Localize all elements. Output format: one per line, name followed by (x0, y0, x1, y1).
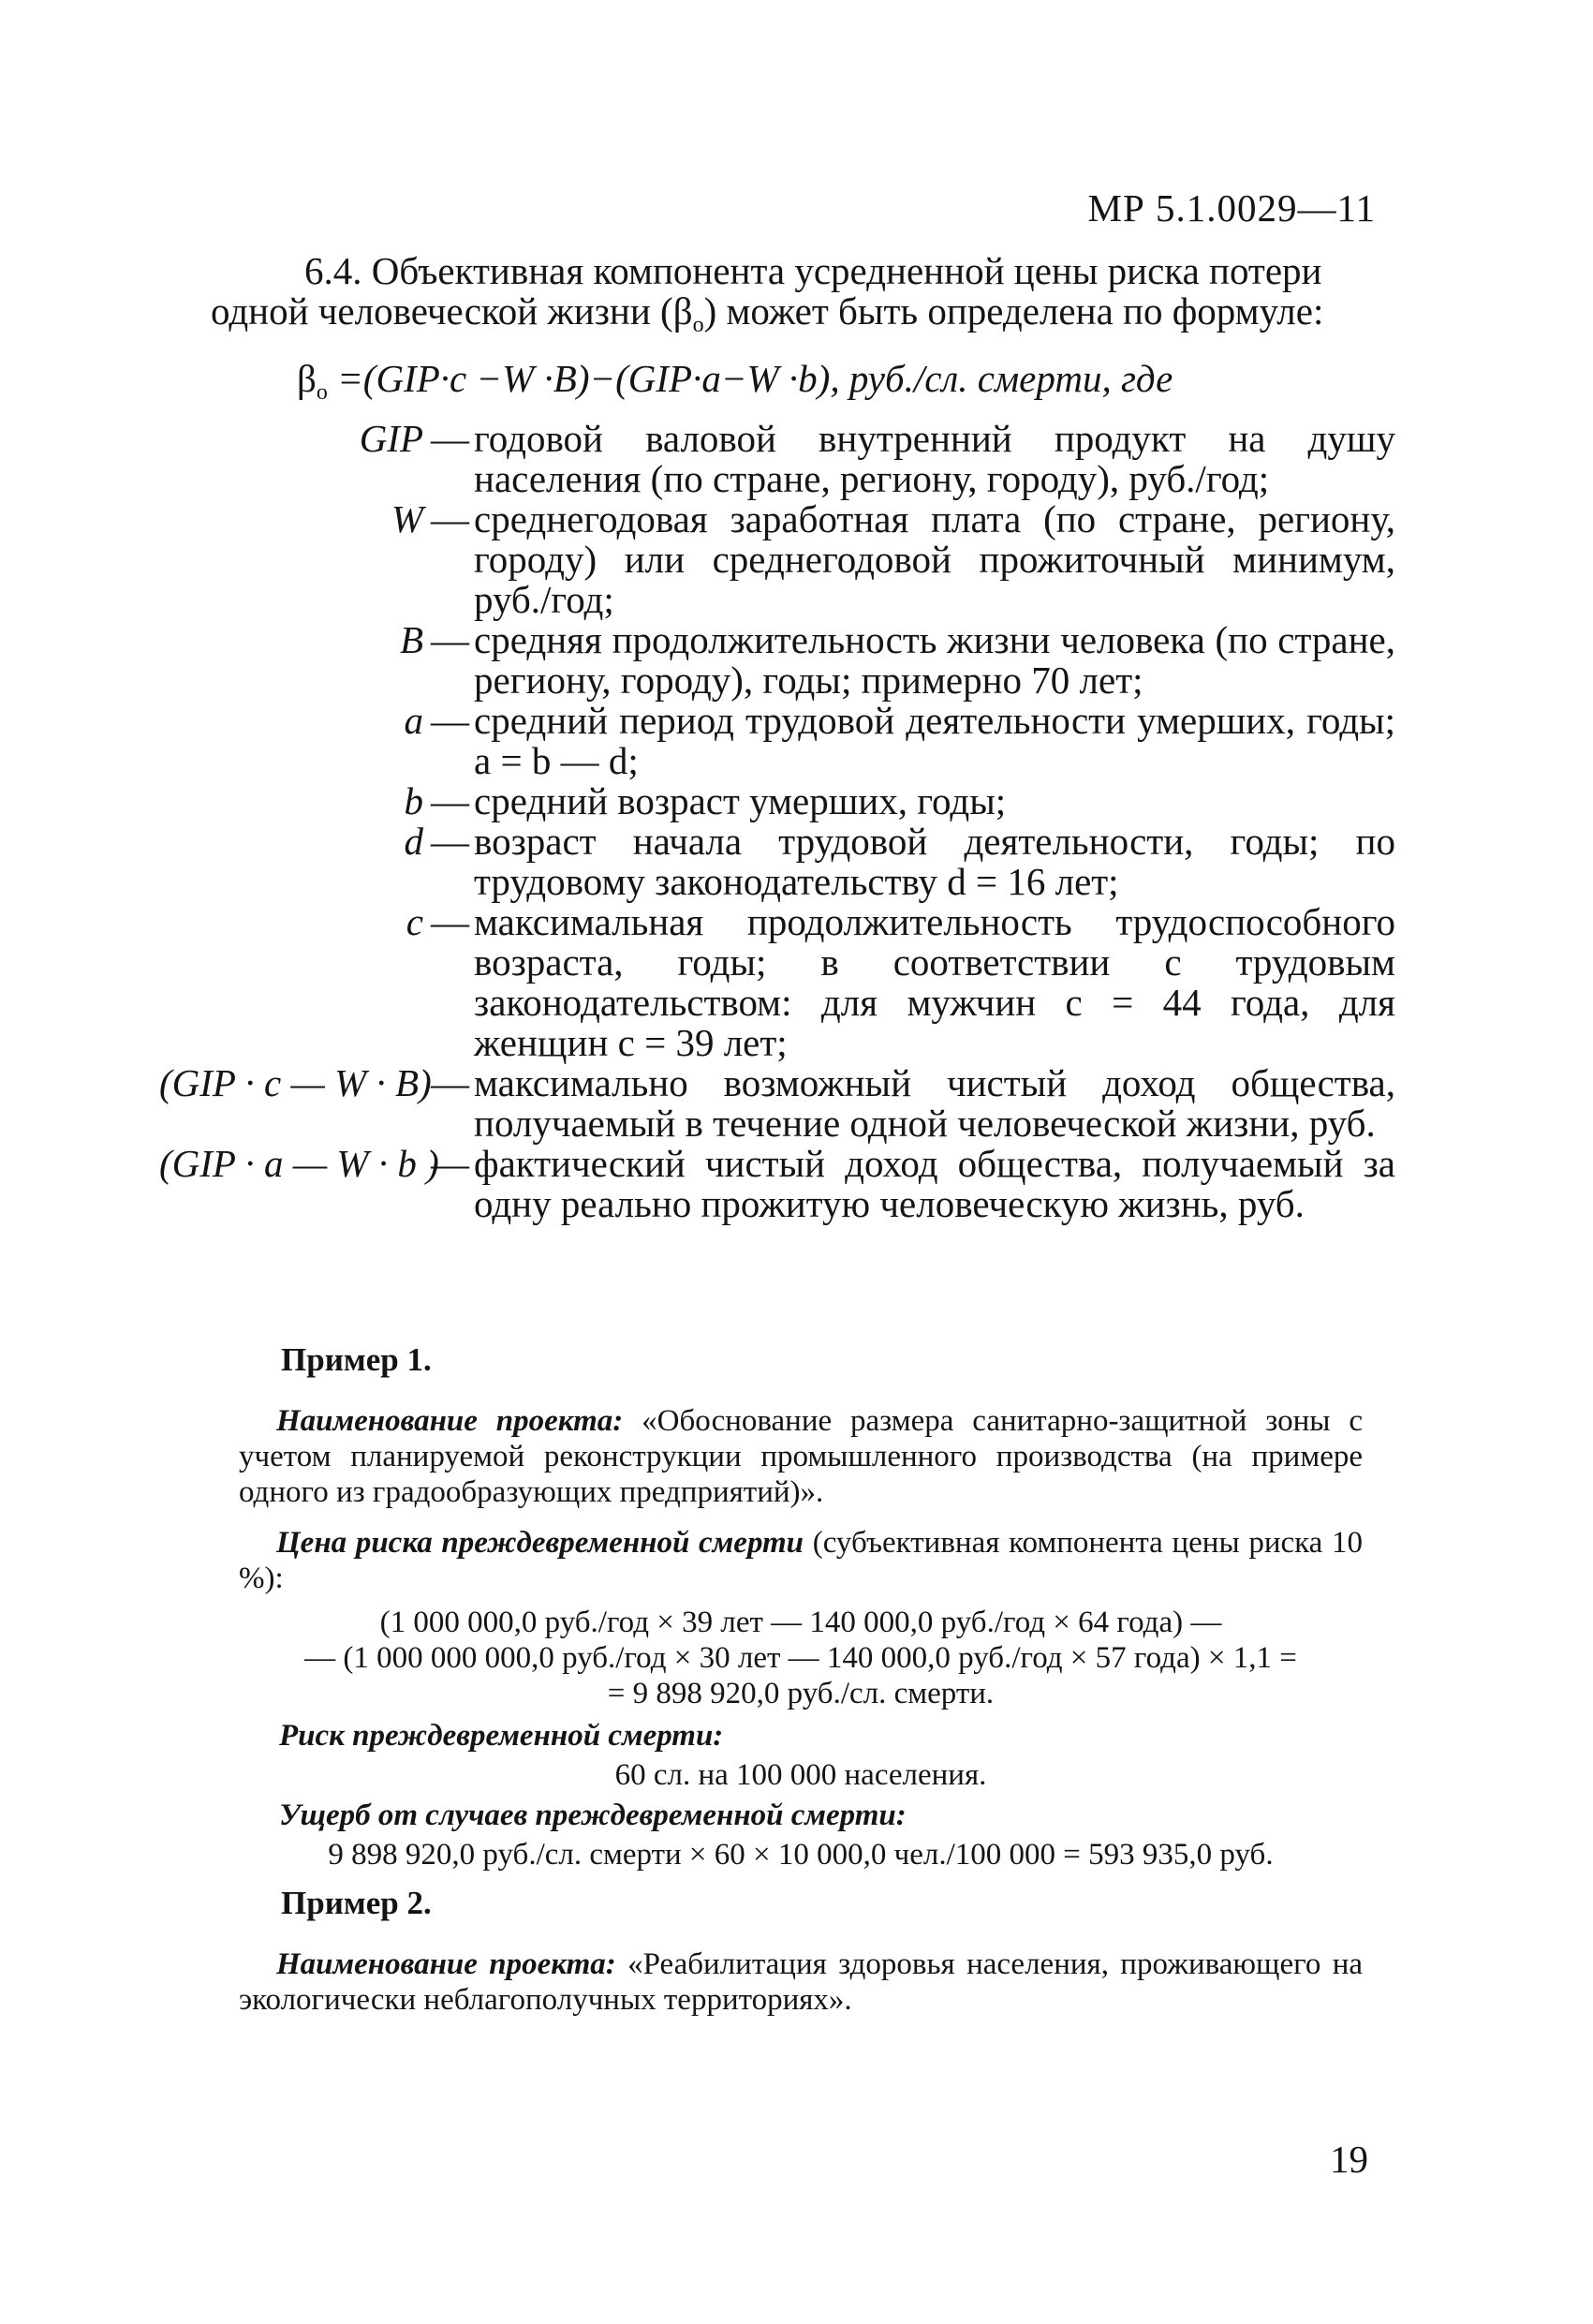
definitions-list (159, 417, 1395, 1225)
definition-row (159, 1142, 1395, 1225)
definition-term: B (399, 618, 423, 661)
example-2-project-text: «Реабилитация здоровья населения, проживающего на экологически неблагополучных территориях». (239, 1947, 1363, 2017)
example-1-price-text: (субъективная компонента цены риска 10 %): (239, 1526, 1363, 1595)
definition-dash: — (431, 779, 469, 822)
example-2-heading: Пример 2. (281, 1885, 432, 1921)
formula-lhs-subscript: o (316, 380, 328, 405)
definition-dash: — (431, 1142, 469, 1185)
definition-term: b (404, 779, 423, 822)
definition-text: возраст начала трудовой деятельности, годы; по трудовому законодательству d = 16 лет; (474, 820, 1395, 903)
definition-term: c (406, 900, 423, 943)
intro-line-2-tail: ) может быть определена по формуле: (703, 289, 1324, 333)
page-number: 19 (1330, 2138, 1368, 2181)
definition-dash: — (431, 900, 469, 943)
definition-row (187, 620, 1395, 701)
definition-dash: — (431, 618, 469, 661)
example-2-project-label: Наименование проекта: (276, 1947, 616, 1981)
example-1-calc-line-1: (1 000 000,0 руб./год × 39 лет — 140 000,0 руб./год × 64 года) — (379, 1606, 1222, 1639)
intro-paragraph (211, 251, 1378, 346)
definition-dash: — (431, 497, 469, 540)
definition-text: годовой валовой внутренний продукт на душу населения (по стране, региону, городу), руб./год; (474, 417, 1395, 500)
definition-term: GIP (359, 417, 423, 460)
intro-line-2-text: одной человеческой жизни (β (211, 289, 693, 333)
definition-dash: — (431, 417, 469, 460)
beta-subscript: o (692, 313, 704, 337)
definition-text: максимально возможный чистый доход общества, получаемый в течение одной человеческой жизни, руб. (474, 1061, 1395, 1145)
definition-text: фактический чистый доход общества, получаемый за одну реально прожитую человеческую жизнь, руб. (474, 1142, 1395, 1225)
example-1-heading: Пример 1. (281, 1341, 432, 1378)
definition-term: (GIP · a — W · b ) (159, 1142, 439, 1185)
example-1-price (239, 1525, 1363, 1596)
formula (297, 356, 1173, 406)
definition-row (159, 1061, 1395, 1145)
example-1-risk-label: Риск преждевременной смерти: (279, 1719, 724, 1753)
formula-lhs: β (297, 357, 317, 400)
intro-line-2 (211, 291, 1378, 346)
example-1-damage-label: Ущерб от случаев преждевременной смерти: (279, 1799, 907, 1832)
example-1-project (239, 1403, 1363, 1510)
definition-term: d (404, 820, 423, 863)
example-2-project (239, 1947, 1363, 2018)
definition-dash: — (431, 820, 469, 863)
definition-term: W (391, 497, 423, 540)
definition-row (187, 781, 1395, 822)
definition-text: средний возраст умерших, годы; (474, 779, 1007, 822)
definition-dash: — (431, 699, 469, 742)
example-1-risk-value: 60 сл. на 100 000 населения. (614, 1758, 987, 1792)
definition-term: a (404, 699, 423, 742)
definition-text: средняя продолжительность жизни человека (по стране, региону, городу), годы; примерно 70 лет; (474, 618, 1395, 702)
document-code: МР 5.1.0029—11 (1087, 186, 1376, 229)
definition-row (187, 701, 1395, 781)
definition-text: средний период трудовой деятельности умерших, годы; a = b — d; (474, 699, 1395, 782)
example-1-calc-line-2: — (1 000 000 000,0 руб./год × 30 лет — 140 000,0 руб./год × 57 года) × 1,1 = (304, 1641, 1297, 1675)
example-1-damage-value: 9 898 920,0 руб./сл. смерти × 60 × 10 000,0 чел./100 000 = 593 935,0 руб. (328, 1838, 1274, 1872)
definition-text: среднегодовая заработная плата (по стране, региону, городу) или среднегодовой прожиточный минимум, руб./год; (474, 497, 1395, 621)
example-1-project-label: Наименование проекта: (276, 1404, 624, 1438)
example-1-project-text: «Обоснование размера санитарно-защитной зоны с учетом планируемой реконструкции промышленного производства (на примере одного из градообразующих предприятий)». (239, 1404, 1363, 1509)
intro-line-1: 6.4. Объективная компонента усредненной цены риска потери (304, 249, 1322, 292)
definition-row (187, 499, 1395, 620)
definition-row (187, 822, 1395, 902)
definition-text: максимальная продолжительность трудоспособного возраста, годы; в соответствии с трудовым законодательством: для мужчин c = 44 года, для женщин c = 39 лет; (474, 900, 1395, 1064)
example-1-calc-line-3: = 9 898 920,0 руб./сл. смерти. (607, 1677, 995, 1710)
example-1-price-label: Цена риска преждевременной смерти (276, 1526, 804, 1560)
definition-dash: — (431, 1061, 469, 1104)
definition-row (187, 419, 1395, 499)
definition-row (187, 902, 1395, 1063)
formula-rhs: =(GIP·c −W ·B)−(GIP·a−W ·b), руб./сл. смерти, где (327, 357, 1173, 400)
definition-term: (GIP · c — W · B) (159, 1061, 432, 1104)
